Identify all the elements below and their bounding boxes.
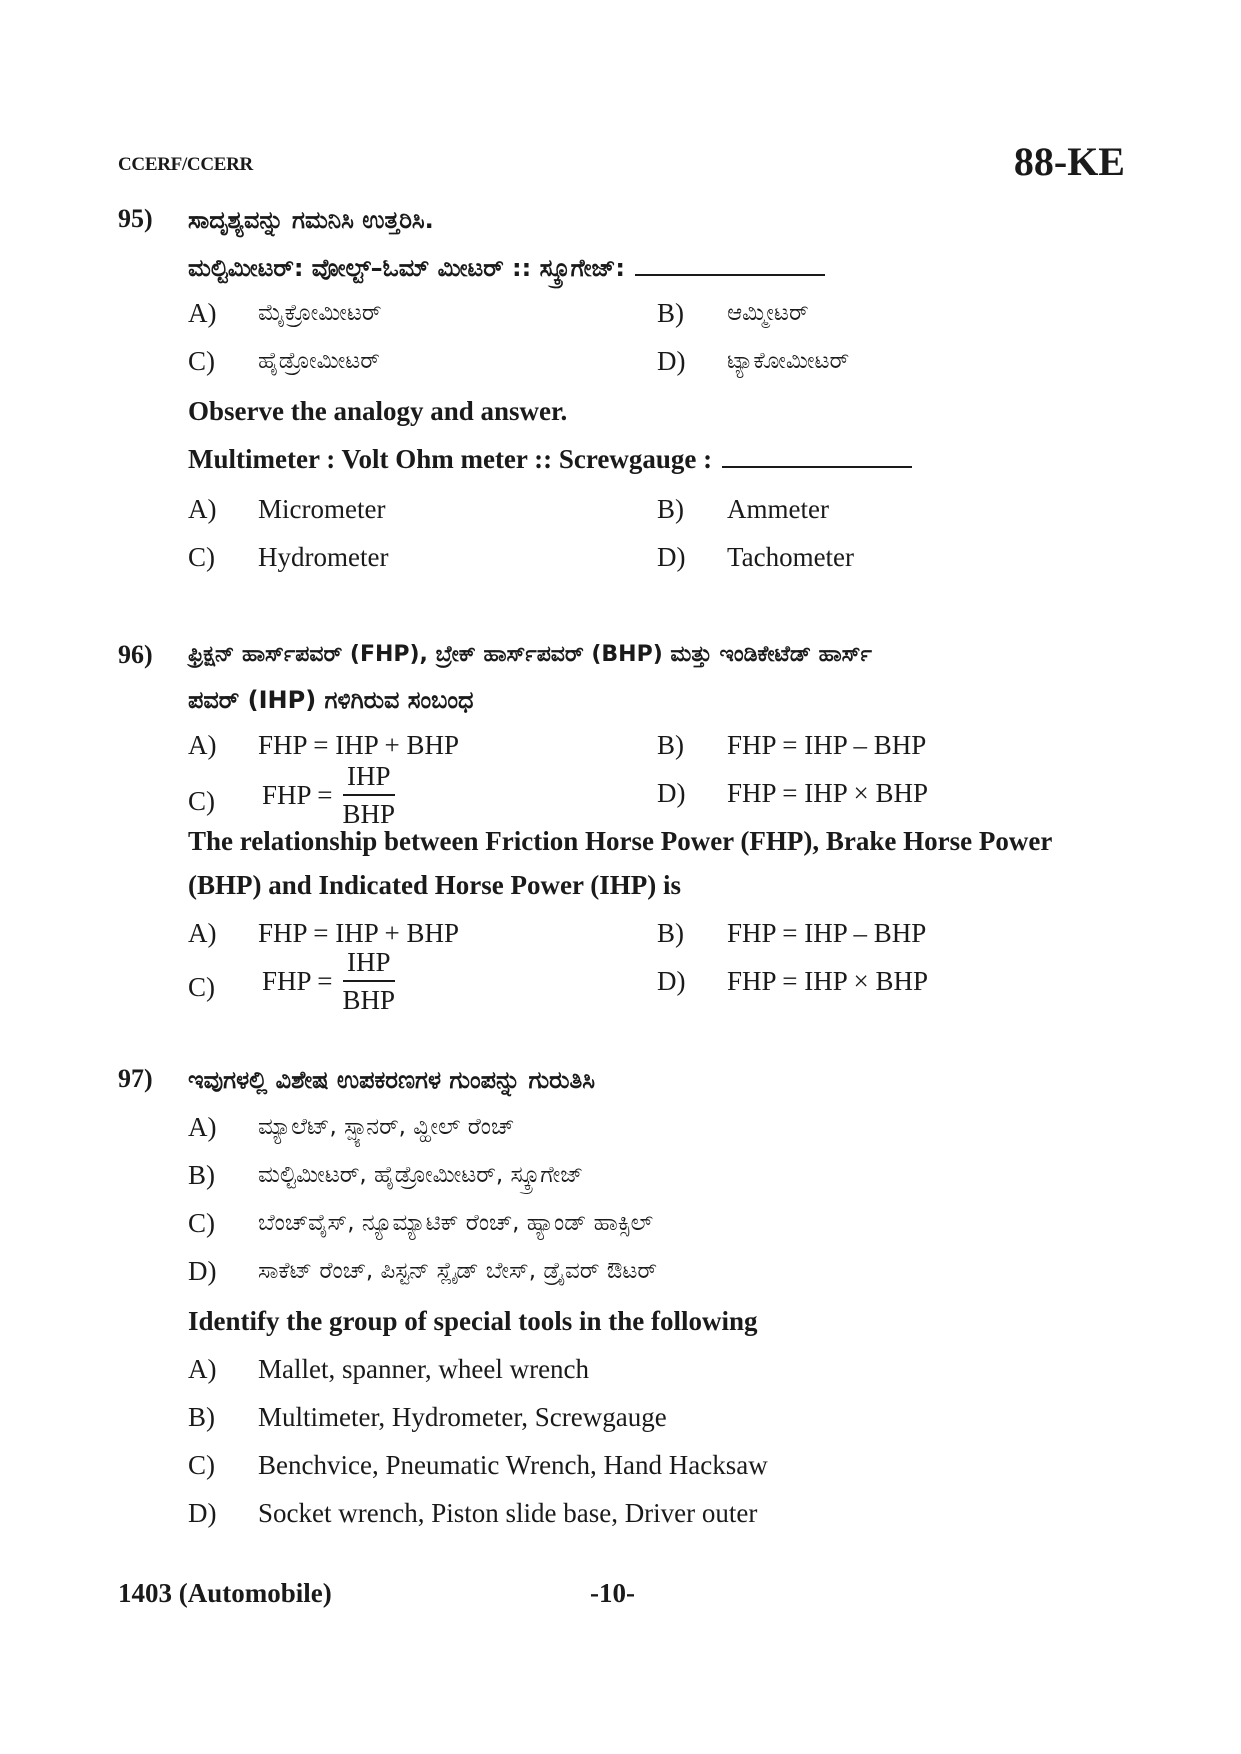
question-number: 95): [118, 204, 153, 233]
option-label: D): [188, 1498, 217, 1528]
question-text-english: The relationship between Friction Horse Power (FHP), Brake Horse Power: [188, 826, 1053, 856]
option-label: C): [188, 972, 215, 1002]
fraction-denominator: BHP: [342, 799, 396, 829]
option-label: A): [188, 1112, 217, 1142]
option-text: Tachometer: [727, 542, 855, 572]
option-label: B): [657, 298, 684, 328]
option-text: ಮ್ಯಾಲೆಟ್, ಸ್ಪ್ಯಾನರ್, ವ್ಹೀಲ್ ರೆಂಚ್: [258, 1114, 515, 1140]
option-label: C): [188, 786, 215, 816]
option-label: D): [657, 346, 686, 376]
option-text: ಟ್ಯಾಕೋಮೀಟರ್: [727, 348, 850, 374]
question-analogy-kannada: ಮಲ್ಟಿಮೀಟರ್: ವೋಲ್ಟ್–ಓಮ್ ಮೀಟರ್ :: ಸ್ಕ್ರೂಗೇಜ್:: [188, 254, 825, 282]
option-label: A): [188, 730, 217, 760]
fraction-formula: FHP = $\frac{\text{IHP}}{\text{BHP}}$: [262, 944, 399, 1018]
option-label: B): [657, 730, 684, 760]
option-text: FHP = IHP × BHP: [727, 778, 929, 808]
option-label: C): [188, 1450, 215, 1480]
question-number: 96): [118, 640, 153, 669]
question-text-english-cont: (BHP) and Indicated Horse Power (IHP) is: [188, 870, 681, 900]
option-text: Micrometer: [258, 494, 386, 524]
question-text-kannada: ಸಾದೃಶ್ಯವನ್ನು ಗಮನಿಸಿ ಉತ್ತರಿಸಿ.: [188, 206, 434, 234]
question-text-english: Observe the analogy and answer.: [188, 396, 568, 426]
option-label: B): [657, 918, 684, 948]
option-text: ಸಾಕೆಟ್ ರೆಂಚ್, ಪಿಸ್ಟನ್ ಸ್ಲೈಡ್ ಬೇಸ್, ಡ್ರೈವರ್ ಔಟರ್: [258, 1258, 658, 1284]
option-text: ಬೆಂಚ್‌ವೈಸ್, ನ್ಯೂಮ್ಯಾಟಿಕ್ ರೆಂಚ್, ಹ್ಯಾಂಡ್ ಹಾಕ್ಸಿಲ್: [258, 1210, 654, 1236]
option-text: ಮೈಕ್ರೋಮೀಟರ್: [258, 300, 382, 326]
option-text: FHP = IHP + BHP: [258, 918, 460, 948]
option-label: D): [657, 966, 686, 996]
option-label: A): [188, 918, 217, 948]
paper-code: 88-KE: [1013, 139, 1125, 184]
answer-blank: [635, 272, 825, 276]
question-text-kannada: ಇವುಗಳಲ್ಲಿ ವಿಶೇಷ ಉಪಕರಣಗಳ ಗುಂಪನ್ನು ಗುರುತಿಸಿ: [188, 1066, 595, 1094]
option-label: C): [188, 542, 215, 572]
option-text: ಆಮ್ಮೀಟರ್: [727, 300, 809, 326]
question-text-kannada-cont: ಪವರ್ (IHP) ಗಳಿಗಿರುವ ಸಂಬಂಧ: [188, 686, 474, 714]
option-label: B): [188, 1402, 215, 1432]
fraction-numerator: IHP: [343, 944, 395, 982]
fraction-denominator: BHP: [342, 985, 396, 1015]
option-label: B): [657, 494, 684, 524]
option-text: ಮಲ್ಟಿಮೀಟರ್, ಹೈಡ್ರೋಮೀಟರ್, ಸ್ಕ್ರೂಗೇಜ್: [258, 1162, 584, 1188]
footer-subject: 1403 (Automobile): [118, 1578, 332, 1608]
option-label: C): [188, 1208, 215, 1238]
option-text: Benchvice, Pneumatic Wrench, Hand Hacksaw: [258, 1450, 768, 1480]
option-text: Multimeter, Hydrometer, Screwgauge: [258, 1402, 667, 1432]
option-label: B): [188, 1160, 215, 1190]
option-label: D): [657, 778, 686, 808]
option-text: FHP = IHP + BHP: [258, 730, 460, 760]
question-number: 97): [118, 1064, 153, 1093]
option-label: A): [188, 494, 217, 524]
option-text: Mallet, spanner, wheel wrench: [258, 1354, 590, 1384]
question-analogy-english: Multimeter : Volt Ohm meter :: Screwgauge :: [188, 444, 912, 475]
option-text: FHP = IHP – BHP: [727, 730, 927, 760]
option-text: Hydrometer: [258, 542, 389, 572]
fraction-formula: FHP = $\frac{\text{IHP}}{\text{BHP}}$: [262, 758, 399, 832]
option-text: FHP = IHP × BHP: [727, 966, 929, 996]
option-label: D): [188, 1256, 217, 1286]
option-text: Ammeter: [727, 494, 829, 524]
option-label: A): [188, 1354, 217, 1384]
page-number: -10-: [590, 1578, 635, 1608]
option-text: ಹೈಡ್ರೋಮೀಟರ್: [258, 348, 380, 374]
question-text-english: Identify the group of special tools in the following: [188, 1306, 758, 1336]
answer-blank: [722, 464, 912, 468]
fraction-numerator: IHP: [343, 758, 395, 796]
option-label: C): [188, 346, 215, 376]
option-text: Socket wrench, Piston slide base, Driver outer: [258, 1498, 758, 1528]
option-label: A): [188, 298, 217, 328]
option-label: D): [657, 542, 686, 572]
header-code: CCERF/CCERR: [118, 154, 253, 175]
option-text: FHP = IHP – BHP: [727, 918, 927, 948]
question-text-kannada: ಫ್ರಿಕ್ಷನ್ ಹಾರ್ಸ್‌ಪವರ್ (FHP), ಬ್ರೇಕ್ ಹಾರ್ಸ್‌ಪವರ್ (BHP) ಮತ್ತು ಇಂಡಿಕೇಟೆಡ್ ಹಾರ್ಸ್: [188, 642, 872, 667]
